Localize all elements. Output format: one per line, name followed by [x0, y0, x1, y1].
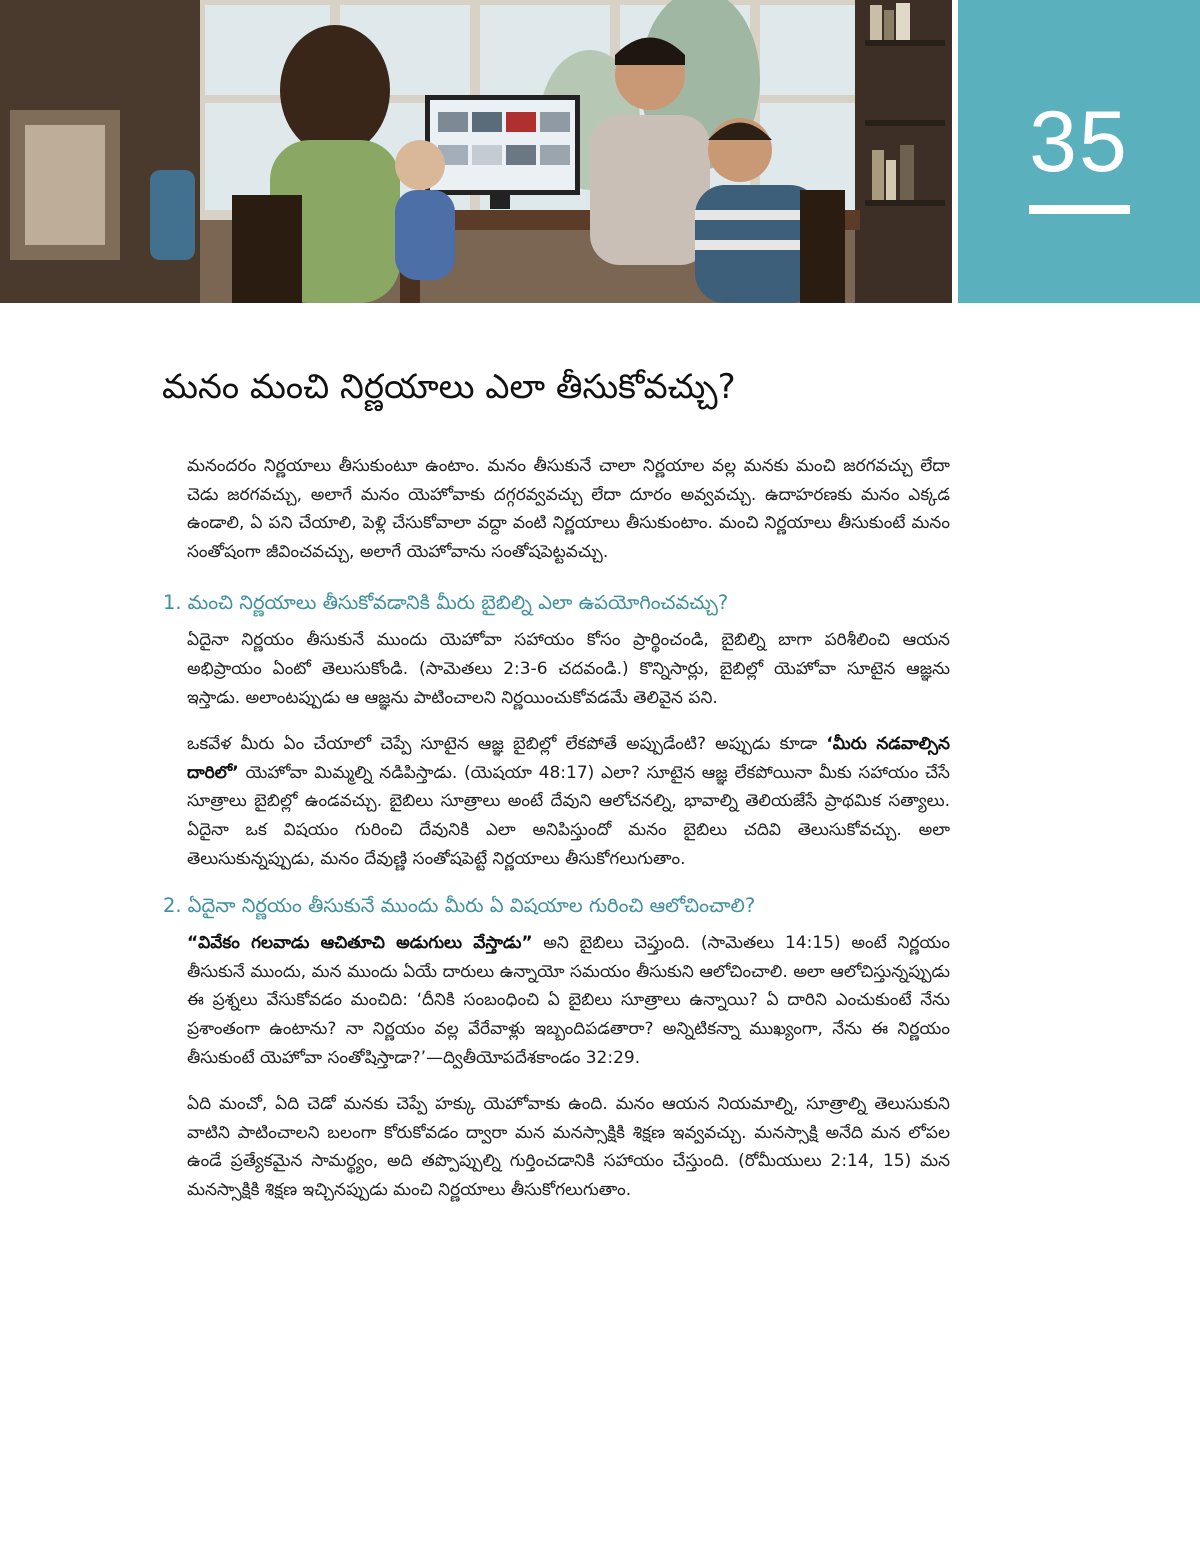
section-1-paragraph-2-start: ఒకవేళ మీరు ఏం చేయాలో చెప్పే సూటైన ఆజ్ఞ బైబిల్లో లేకపోతే అప్పుడేంటి? అప్పుడు కూడా: [187, 734, 827, 755]
lesson-content: [163, 452, 950, 1222]
family-at-computer-illustration: [0, 0, 952, 303]
page-title: మనం మంచి నిర్ణయాలు ఎలా తీసుకోవచ్చు?: [162, 367, 736, 407]
section-1-paragraph-2-end: యెహోవా మిమ్మల్ని నడిపిస్తాడు. (యెషయా 48:17) ఎలా? సూటైన ఆజ్ఞ లేకపోయినా మీకు సహాయం చేసే సూత్రాలు బైబిల్లో ఉండవచ్చు. బైబిలు సూత్రాలు అంటే దేవుని ఆలోచనల్ని, భావాల్ని తెలియజేసే ప్రాథమిక సత్యాలు. ఏదైనా ఒక విషయం గురించి దేవునికి ఎలా అనిపిస్తుందో మనం బైబిలు చదివి తెలుసుకోవచ్చు. అలా తెలుసుకున్నప్పుడు, మనం దేవుణ్ణి సంతోషపెట్టే నిర్ణయాలు తీసుకోగలుగుతాం.: [187, 762, 950, 869]
section-2-heading: [163, 891, 950, 921]
section-2-paragraph-1: [187, 929, 950, 1072]
section-2-heading-text: ఏదైనా నిర్ణయం తీసుకునే ముందు మీరు ఏ విషయాల గురించి ఆలోచించాలి?: [187, 894, 756, 918]
section-2-paragraph-1-end: అని బైబిలు చెప్తుంది. (సామెతలు 14:15) అంటే నిర్ణయం తీసుకునే ముందు, మన ముందు ఏయే దారులు ఉన్నాయో సమయం తీసుకుని ఆలోచించాలి. అలా ఆలోచిస్తున్నప్పుడు ఈ ప్రశ్నలు వేసుకోవడం మంచిది: ‘దీనికి సంబంధించి ఏ బైబిలు సూత్రాలు ఉన్నాయి? ఏ దారిని ఎంచుకుంటే నేను ప్రశాంతంగా ఉంటాను? నా నిర్ణయం వల్ల వేరేవాళ్లు ఇబ్బందిపడతారా? అన్నిటికన్నా ముఖ్యంగా, నేను ఈ నిర్ణయం తీసుకుంటే యెహోవా సంతోషిస్తాడా?’—ద్వితీయోపదేశకాండం 32:29.: [187, 933, 950, 1068]
lesson-number-underline: [1029, 205, 1130, 214]
section-1-emphasis: ‘మీరు నడవాల్సిన దారిలో’: [187, 734, 950, 783]
intro-paragraph: మనందరం నిర్ణయాలు తీసుకుంటూ ఉంటాం. మనం తీసుకునే చాలా నిర్ణయాల వల్ల మనకు మంచి జరగవచ్చు లేదా చెడు జరగవచ్చు, అలాగే మనం యెహోవాకు దగ్గరవ్వవచ్చు లేదా దూరం అవ్వవచ్చు. ఉదాహరణకు మనం ఎక్కడ ఉండాలి, ఏ పని చేయాలి, పెళ్లి చేసుకోవాలా వద్దా వంటి నిర్ణయాలు తీసుకుంటాం. మంచి నిర్ణయాలు తీసుకుంటే మనం సంతోషంగా జీవించవచ్చు, అలాగే యెహోవాను సంతోషపెట్టవచ్చు.: [187, 456, 950, 562]
section-2-paragraph-2: ఏది మంచో, ఏది చెడో మనకు చెప్పే హక్కు యెహోవాకు ఉంది. మనం ఆయన నియమాల్ని, సూత్రాల్ని తెలుసుకుని వాటిని పాటించాలని బలంగా కోరుకోవడం ద్వారా మన మనస్సాక్షికి శిక్షణ ఇవ్వవచ్చు. మనస్సాక్షి అనేది మన లోపల ఉండే ప్రత్యేకమైన సామర్థ్యం, అది తప్పొప్పుల్ని గుర్తించడానికి సహాయం చేస్తుంది. (రోమీయులు 2:14, 15) మన మనస్సాక్షికి శిక్షణ ఇచ్చినప్పుడు మంచి నిర్ణయాలు తీసుకోగలుగుతాం.: [187, 1094, 950, 1200]
section-1-paragraph-2: [187, 730, 950, 873]
hero-photo: [0, 0, 952, 303]
section-1-number: 1.: [163, 591, 182, 615]
lesson-number: 35: [1029, 94, 1129, 190]
section-1-paragraph-1: ఏదైనా నిర్ణయం తీసుకునే ముందు యెహోవా సహాయం కోసం ప్రార్థించండి, బైబిల్ని బాగా పరిశీలించి ఆయన అభిప్రాయం ఏంటో తెలుసుకోండి. (సామెతలు 2:3-6 చదవండి.) కొన్నిసార్లు, బైబిల్లో యెహోవా సూటైన ఆజ్ఞను ఇస్తాడు. అలాంటప్పుడు ఆ ఆజ్ఞను పాటించాలని నిర్ణయించుకోవడమే తెలివైన పని.: [187, 630, 950, 708]
section-1-heading: [163, 588, 950, 618]
lesson-number-block: [958, 0, 1200, 303]
section-2-emphasis: “వివేకం గలవాడు ఆచితూచి అడుగులు వేస్తాడు”: [187, 933, 533, 954]
section-2-number: 2.: [163, 894, 182, 918]
section-1-heading-text: మంచి నిర్ణయాలు తీసుకోవడానికి మీరు బైబిల్ని ఎలా ఉపయోగించవచ్చు?: [187, 591, 729, 615]
